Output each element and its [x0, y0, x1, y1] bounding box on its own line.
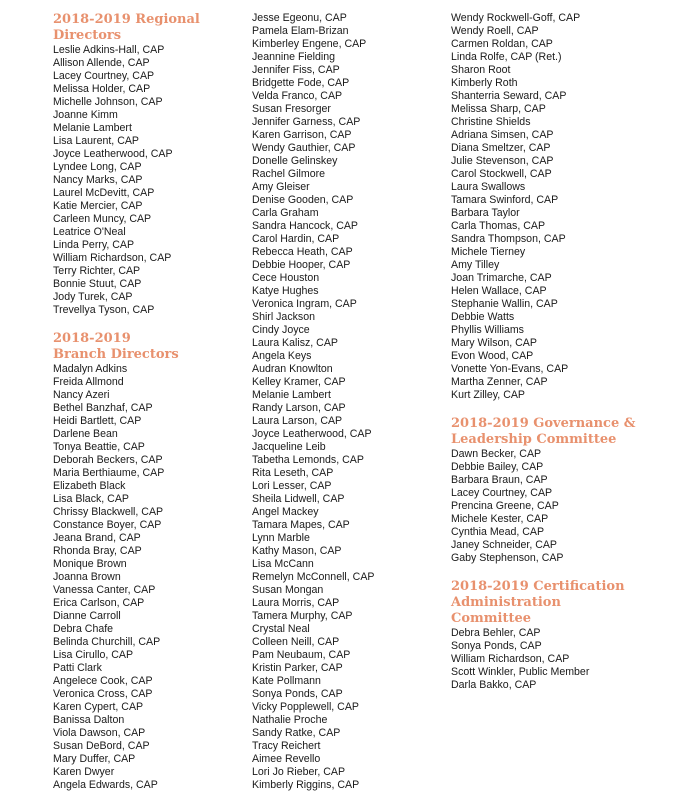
- name-item: Christine Shields: [451, 116, 531, 128]
- name-item: Linda Rolfe, CAP (Ret.): [451, 51, 562, 63]
- name-item: Sandy Ratke, CAP: [252, 727, 341, 739]
- name-item: Crystal Neal: [252, 623, 310, 635]
- name-item: Randy Larson, CAP: [252, 402, 346, 414]
- heading-line: Administration: [451, 595, 561, 610]
- name-item: Helen Wallace, CAP: [451, 285, 547, 297]
- name-item: Wendy Rockwell-Goff, CAP: [451, 12, 581, 24]
- name-item: Adriana Simsen, CAP: [451, 129, 554, 141]
- name-item: Rachel Gilmore: [252, 168, 326, 180]
- name-item: Rebecca Heath, CAP: [252, 246, 353, 258]
- name-item: Vonette Yon-Evans, CAP: [451, 363, 569, 375]
- name-item: Nancy Marks, CAP: [53, 174, 143, 186]
- name-item: Tamara Mapes, CAP: [252, 519, 350, 531]
- name-item: Carla Graham: [252, 207, 319, 219]
- name-item: Wendy Gauthier, CAP: [252, 142, 356, 154]
- name-item: Lacey Courtney, CAP: [451, 487, 553, 499]
- name-item: Mary Duffer, CAP: [53, 753, 136, 765]
- name-item: Barbara Taylor: [451, 207, 520, 219]
- column-3: [451, 12, 691, 706]
- name-item: Tracy Reichert: [252, 740, 321, 752]
- name-item: Carleen Muncy, CAP: [53, 213, 152, 225]
- name-item: Terry Richter, CAP: [53, 265, 141, 277]
- name-item: Debbie Watts: [451, 311, 515, 323]
- branch-directors-section: [53, 331, 243, 792]
- section-heading: [451, 416, 691, 448]
- name-item: Audran Knowlton: [252, 363, 333, 375]
- section-heading: [53, 12, 243, 44]
- name-item: William Richardson, CAP: [53, 252, 172, 264]
- name-item: Madalyn Adkins: [53, 363, 128, 375]
- name-item: Veronica Cross, CAP: [53, 688, 153, 700]
- name-item: Colleen Neill, CAP: [252, 636, 340, 648]
- name-item: Kurt Zilley, CAP: [451, 389, 525, 401]
- name-item: Diana Smeltzer, CAP: [451, 142, 551, 154]
- name-item: Susan Fresorger: [252, 103, 331, 115]
- name-item: Lyndee Long, CAP: [53, 161, 142, 173]
- heading-line: Directors: [53, 28, 122, 43]
- name-item: Joyce Leatherwood, CAP: [252, 428, 372, 440]
- name-item: Cynthia Mead, CAP: [451, 526, 545, 538]
- name-item: Scott Winkler, Public Member: [451, 666, 590, 678]
- heading-line: Leadership Committee: [451, 432, 617, 447]
- name-item: Linda Perry, CAP: [53, 239, 135, 251]
- name-item: Kimberley Engene, CAP: [252, 38, 367, 50]
- name-item: Heidi Bartlett, CAP: [53, 415, 142, 427]
- name-item: Laura Kalisz, CAP: [252, 337, 338, 349]
- name-item: Melissa Sharp, CAP: [451, 103, 546, 115]
- name-item: Elizabeth Black: [53, 480, 126, 492]
- name-item: Joanne Kimm: [53, 109, 118, 121]
- name-item: Sharon Root: [451, 64, 511, 76]
- name-item: Katye Hughes: [252, 285, 319, 297]
- name-item: Kimberly Roth: [451, 77, 518, 89]
- name-item: Tonya Beattie, CAP: [53, 441, 145, 453]
- name-item: Veronica Ingram, CAP: [252, 298, 357, 310]
- name-item: Darla Bakko, CAP: [451, 679, 537, 691]
- name-list: [451, 627, 691, 692]
- name-item: Darlene Bean: [53, 428, 118, 440]
- name-item: Lacey Courtney, CAP: [53, 70, 155, 82]
- name-item: Karen Cypert, CAP: [53, 701, 144, 713]
- name-item: Julie Stevenson, CAP: [451, 155, 554, 167]
- name-item: Bridgette Fode, CAP: [252, 77, 350, 89]
- name-list: [53, 363, 243, 792]
- name-item: Jody Turek, CAP: [53, 291, 133, 303]
- name-item: Jeana Brand, CAP: [53, 532, 141, 544]
- heading-line: Committee: [451, 611, 532, 626]
- name-item: Katie Mercier, CAP: [53, 200, 143, 212]
- name-item: Dianne Carroll: [53, 610, 121, 622]
- name-item: Leatrice O'Neal: [53, 226, 126, 238]
- name-item: William Richardson, CAP: [451, 653, 570, 665]
- name-item: Nancy Azeri: [53, 389, 110, 401]
- name-item: Aimee Revello: [252, 753, 321, 765]
- name-item: Kathy Mason, CAP: [252, 545, 342, 557]
- name-item: Kimberly Riggins, CAP: [252, 779, 360, 791]
- name-item: Carol Stockwell, CAP: [451, 168, 552, 180]
- name-item: Angel Mackey: [252, 506, 319, 518]
- name-item: Dawn Becker, CAP: [451, 448, 542, 460]
- name-item: Shanterria Seward, CAP: [451, 90, 567, 102]
- name-item: Joanna Brown: [53, 571, 121, 583]
- section-heading: [53, 331, 243, 363]
- column-1: [53, 12, 243, 806]
- name-item: Sonya Ponds, CAP: [451, 640, 542, 652]
- name-list: [451, 12, 691, 402]
- name-item: Lisa McCann: [252, 558, 314, 570]
- name-item: Pam Neubaum, CAP: [252, 649, 351, 661]
- name-item: Sonya Ponds, CAP: [252, 688, 343, 700]
- name-item: Laura Morris, CAP: [252, 597, 340, 609]
- name-item: Belinda Churchill, CAP: [53, 636, 161, 648]
- name-item: Evon Wood, CAP: [451, 350, 534, 362]
- name-item: Carla Thomas, CAP: [451, 220, 546, 232]
- name-item: Michele Kester, CAP: [451, 513, 549, 525]
- name-item: Wendy Roell, CAP: [451, 25, 539, 37]
- name-item: Angela Edwards, CAP: [53, 779, 158, 791]
- governance-committee-section: [451, 416, 691, 565]
- name-item: Mary Wilson, CAP: [451, 337, 537, 349]
- name-item: Jeannine Fielding: [252, 51, 336, 63]
- name-item: Karen Dwyer: [53, 766, 115, 778]
- name-item: Prencina Greene, CAP: [451, 500, 559, 512]
- regional-directors-section: [53, 12, 243, 317]
- name-item: Allison Allende, CAP: [53, 57, 150, 69]
- name-item: Rita Leseth, CAP: [252, 467, 334, 479]
- name-item: Bonnie Stuut, CAP: [53, 278, 142, 290]
- name-item: Tabetha Lemonds, CAP: [252, 454, 364, 466]
- heading-line: 2018-2019 Governance &: [451, 416, 636, 431]
- name-item: Donelle Gelinskey: [252, 155, 338, 167]
- name-item: Carmen Roldan, CAP: [451, 38, 553, 50]
- name-item: Stephanie Wallin, CAP: [451, 298, 558, 310]
- name-item: Jacqueline Leib: [252, 441, 326, 453]
- heading-line: 2018-2019: [53, 331, 131, 346]
- name-item: Leslie Adkins-Hall, CAP: [53, 44, 165, 56]
- name-list: [451, 448, 691, 565]
- name-list: [252, 12, 442, 792]
- column-2: [252, 12, 442, 806]
- name-item: Patti Clark: [53, 662, 102, 674]
- name-item: Deborah Beckers, CAP: [53, 454, 163, 466]
- name-item: Angela Keys: [252, 350, 312, 362]
- heading-line: 2018-2019 Regional: [53, 12, 200, 27]
- name-item: Sandra Hancock, CAP: [252, 220, 358, 232]
- name-item: Lynn Marble: [252, 532, 310, 544]
- name-item: Angelece Cook, CAP: [53, 675, 153, 687]
- name-item: Pamela Elam-Brizan: [252, 25, 349, 37]
- name-item: Banissa Dalton: [53, 714, 125, 726]
- name-item: Janey Schneider, CAP: [451, 539, 557, 551]
- name-item: Debra Chafe: [53, 623, 114, 635]
- name-item: Melanie Lambert: [53, 122, 132, 134]
- name-item: Gaby Stephenson, CAP: [451, 552, 564, 564]
- certification-committee-section: [451, 579, 691, 692]
- name-item: Chrissy Blackwell, CAP: [53, 506, 164, 518]
- name-item: Lisa Laurent, CAP: [53, 135, 139, 147]
- name-item: Shirl Jackson: [252, 311, 315, 323]
- name-item: Bethel Banzhaf, CAP: [53, 402, 153, 414]
- name-item: Phyllis Williams: [451, 324, 524, 336]
- name-item: Monique Brown: [53, 558, 127, 570]
- name-item: Carol Hardin, CAP: [252, 233, 340, 245]
- name-item: Freida Allmond: [53, 376, 124, 388]
- name-item: Sandra Thompson, CAP: [451, 233, 566, 245]
- name-item: Maria Berthiaume, CAP: [53, 467, 165, 479]
- name-item: Michele Tierney: [451, 246, 526, 258]
- name-item: Tamara Swinford, CAP: [451, 194, 559, 206]
- name-item: Laurel McDevitt, CAP: [53, 187, 155, 199]
- name-item: Trevellya Tyson, CAP: [53, 304, 155, 316]
- name-item: Melissa Holder, CAP: [53, 83, 151, 95]
- name-item: Michelle Johnson, CAP: [53, 96, 163, 108]
- name-item: Lori Jo Rieber, CAP: [252, 766, 346, 778]
- name-item: Vanessa Canter, CAP: [53, 584, 156, 596]
- name-item: Tamera Murphy, CAP: [252, 610, 353, 622]
- name-item: Lisa Cirullo, CAP: [53, 649, 134, 661]
- name-item: Susan DeBord, CAP: [53, 740, 150, 752]
- name-item: Lisa Black, CAP: [53, 493, 129, 505]
- name-item: Debra Behler, CAP: [451, 627, 541, 639]
- name-item: Constance Boyer, CAP: [53, 519, 162, 531]
- name-item: Cindy Joyce: [252, 324, 310, 336]
- section-heading: [451, 579, 691, 627]
- name-item: Nathalie Proche: [252, 714, 328, 726]
- name-item: Laura Larson, CAP: [252, 415, 343, 427]
- name-item: Lori Lesser, CAP: [252, 480, 332, 492]
- name-item: Erica Carlson, CAP: [53, 597, 145, 609]
- name-item: Melanie Lambert: [252, 389, 331, 401]
- name-item: Viola Dawson, CAP: [53, 727, 146, 739]
- name-item: Kate Pollmann: [252, 675, 321, 687]
- name-item: Kristin Parker, CAP: [252, 662, 343, 674]
- name-item: Jennifer Fiss, CAP: [252, 64, 340, 76]
- name-item: Laura Swallows: [451, 181, 526, 193]
- name-item: Rhonda Bray, CAP: [53, 545, 142, 557]
- heading-line: Branch Directors: [53, 347, 179, 362]
- name-item: Susan Mongan: [252, 584, 324, 596]
- name-item: Amy Gleiser: [252, 181, 310, 193]
- name-item: Joyce Leatherwood, CAP: [53, 148, 173, 160]
- name-item: Sheila Lidwell, CAP: [252, 493, 345, 505]
- name-item: Debbie Hooper, CAP: [252, 259, 351, 271]
- name-item: Jesse Egeonu, CAP: [252, 12, 347, 24]
- name-item: Barbara Braun, CAP: [451, 474, 548, 486]
- name-item: Karen Garrison, CAP: [252, 129, 352, 141]
- branch-directors-continued-section: [252, 12, 442, 792]
- name-item: Cece Houston: [252, 272, 320, 284]
- name-item: Martha Zenner, CAP: [451, 376, 548, 388]
- name-item: Debbie Bailey, CAP: [451, 461, 544, 473]
- name-item: Jennifer Garness, CAP: [252, 116, 361, 128]
- name-item: Velda Franco, CAP: [252, 90, 343, 102]
- name-item: Denise Gooden, CAP: [252, 194, 354, 206]
- name-item: Amy Tilley: [451, 259, 500, 271]
- branch-directors-continued-section: [451, 12, 691, 402]
- heading-line: 2018-2019 Certification: [451, 579, 625, 594]
- name-item: Vicky Popplewell, CAP: [252, 701, 359, 713]
- name-item: Kelley Kramer, CAP: [252, 376, 346, 388]
- name-item: Joan Trimarche, CAP: [451, 272, 552, 284]
- name-list: [53, 44, 243, 317]
- name-item: Remelyn McConnell, CAP: [252, 571, 375, 583]
